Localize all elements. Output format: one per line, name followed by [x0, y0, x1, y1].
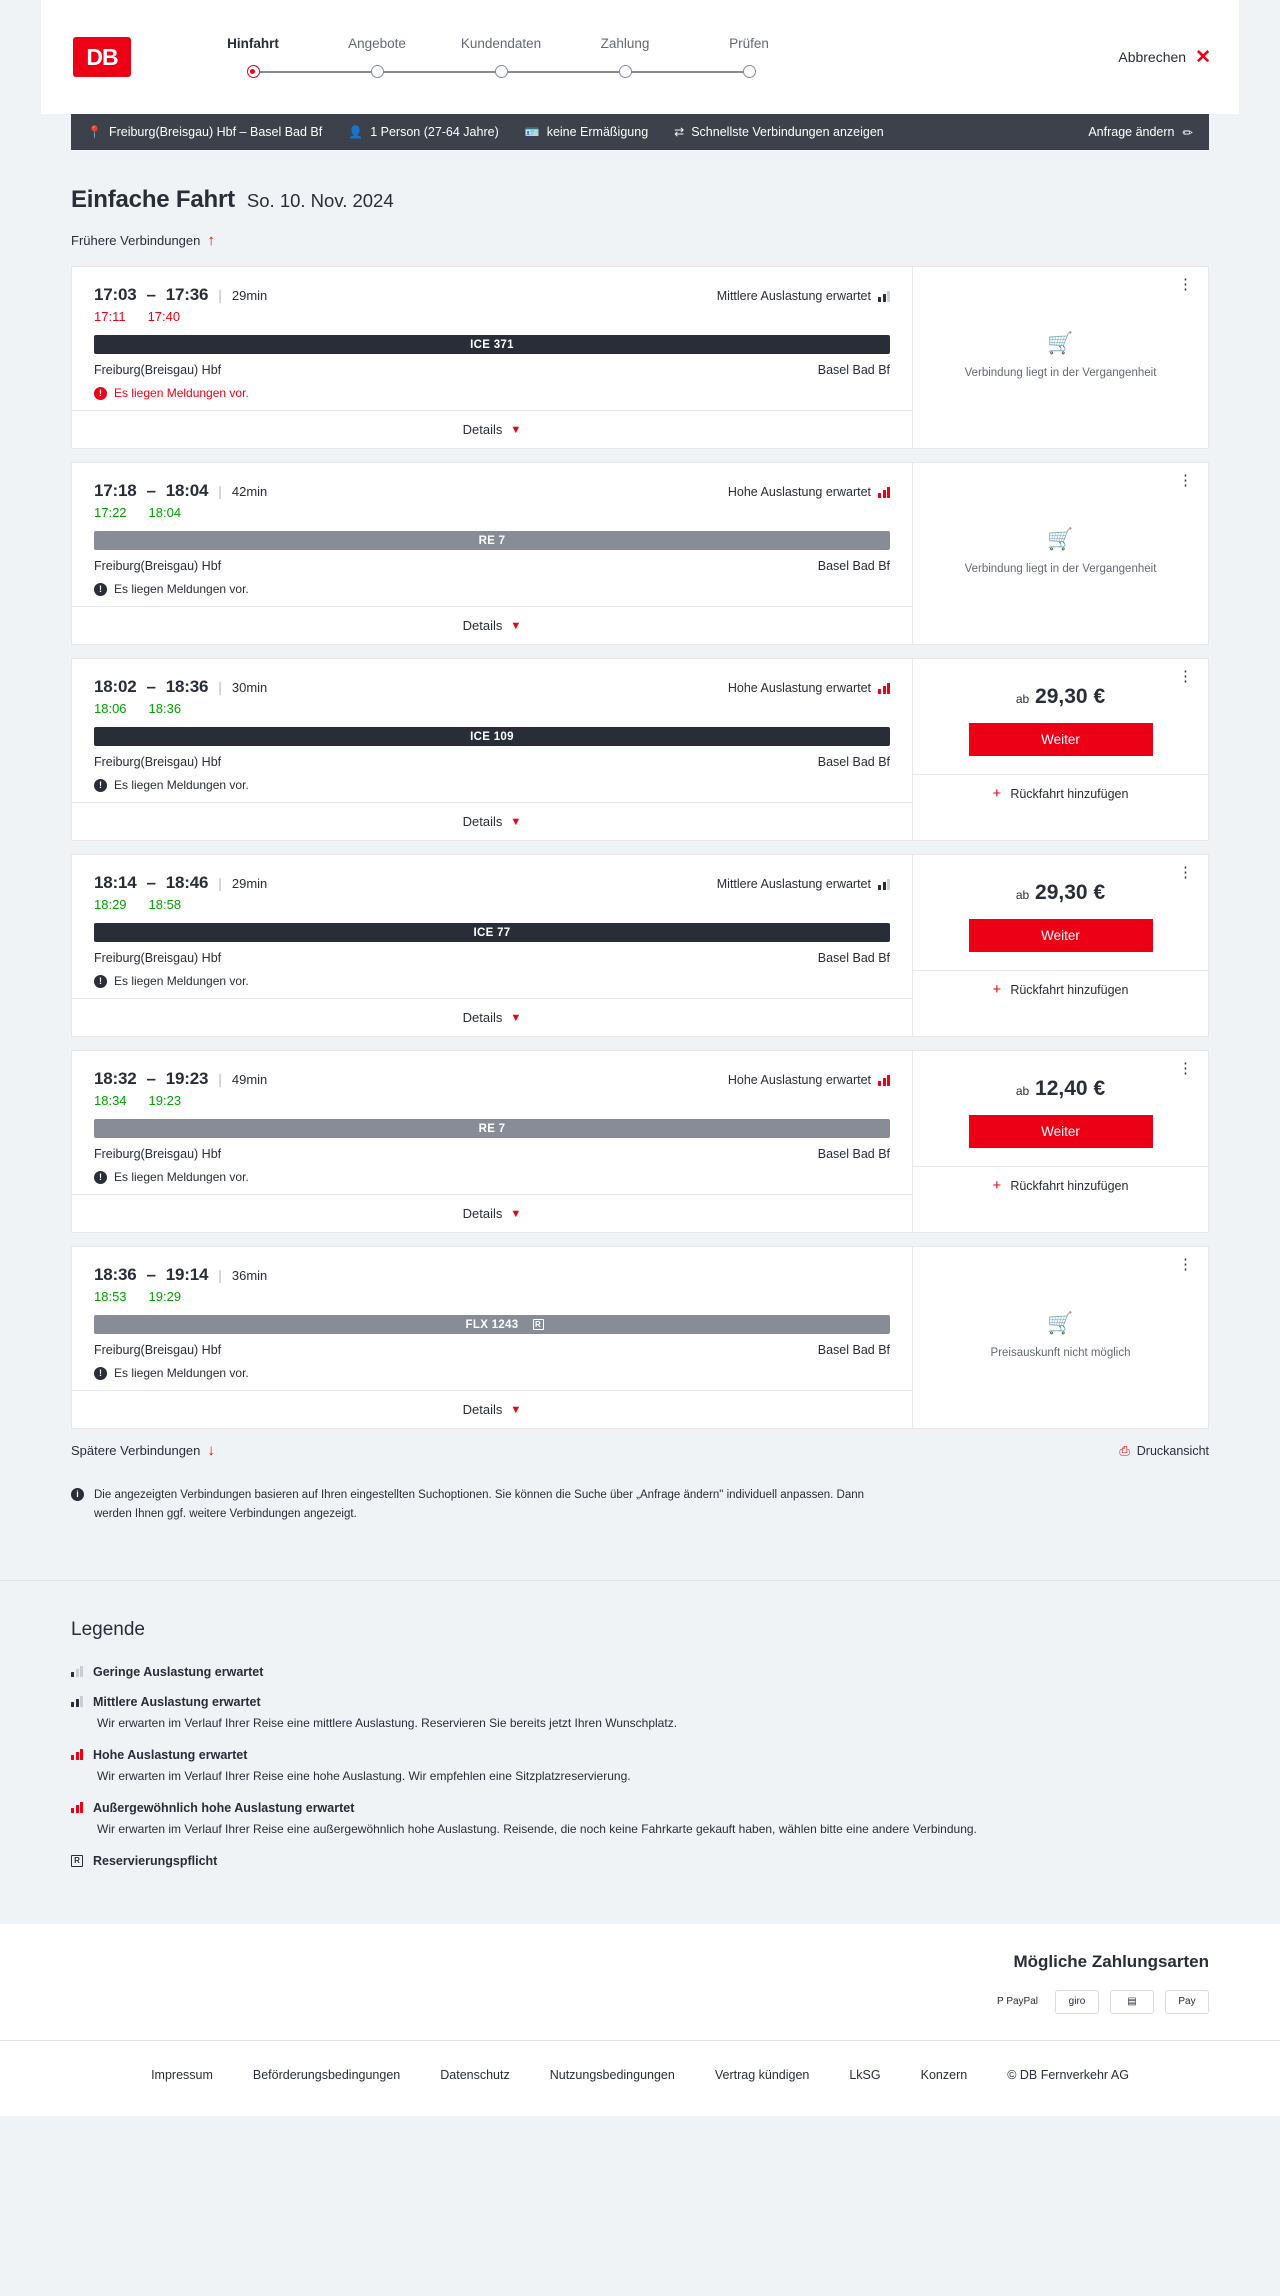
footer-link-nutzungsbedingungen[interactable]: Nutzungsbedingungen	[549, 2067, 675, 2082]
step-label: Angebote	[348, 36, 406, 51]
add-return-button[interactable]	[913, 774, 1208, 812]
separator: |	[218, 483, 222, 499]
details-toggle[interactable]	[72, 1194, 912, 1232]
utilization-label: Hohe Auslastung erwartet	[727, 681, 871, 695]
messages-row[interactable]	[94, 778, 890, 792]
destination-station: Basel Bad Bf	[817, 1343, 890, 1357]
more-options-icon[interactable]: ⋮	[1178, 1060, 1194, 1077]
price-prefix: ab	[1015, 1084, 1030, 1098]
earlier-connections-label: Frühere Verbindungen	[71, 233, 201, 248]
legend-item-desc: Wir erwarten im Verlauf Ihrer Reise eine hohe Auslastung. Wir empfehlen eine Sitzplatzreservierung.	[97, 1768, 631, 1783]
utilization-icon	[878, 1075, 890, 1086]
summary-discount-label: keine Ermäßigung	[546, 125, 649, 139]
duration-label: 29min	[231, 288, 268, 303]
card-icon: 🪪	[524, 125, 540, 139]
summary-passengers	[348, 125, 499, 139]
edit-search-label: Anfrage ändern	[1088, 125, 1175, 139]
origin-station: Freiburg(Breisgau) Hbf	[94, 755, 222, 769]
chevron-down-icon: ▼	[510, 1403, 522, 1416]
legend-item-label: Mittlere Auslastung erwartet	[93, 1694, 261, 1709]
payment-icon-paypal: P PayPal	[991, 1990, 1044, 2014]
details-label: Details	[462, 1206, 503, 1221]
summary-route	[87, 125, 322, 139]
payment-title: Mögliche Zahlungsarten	[1013, 1951, 1209, 1971]
time-dash: –	[146, 1265, 156, 1284]
duration-label: 30min	[231, 680, 268, 695]
details-toggle[interactable]	[72, 1390, 912, 1428]
duration-label: 36min	[231, 1268, 268, 1283]
realtime-departure: 18:29	[94, 897, 127, 912]
connection-details	[72, 1051, 912, 1232]
legend-item-label: Hohe Auslastung erwartet	[93, 1747, 248, 1762]
legend-item-desc: Wir erwarten im Verlauf Ihrer Reise eine außergewöhnlich hohe Auslastung. Reisende, die noch keine Fahrkarte gekauft haben, wählen bitte eine andere Verbindung.	[97, 1821, 977, 1836]
close-icon: ✕	[1195, 46, 1211, 68]
alert-icon: !	[94, 975, 107, 988]
legend-item-label: Geringe Auslastung erwartet	[93, 1664, 264, 1679]
search-summary-bar	[71, 114, 1209, 150]
departure-time: 18:14	[94, 873, 137, 892]
chevron-down-icon: ▼	[510, 1207, 522, 1220]
duration-label: 49min	[231, 1072, 268, 1087]
alert-icon: !	[94, 387, 107, 400]
realtime-departure: 17:11	[94, 309, 126, 324]
legend-item-desc: Wir erwarten im Verlauf Ihrer Reise eine mittlere Auslastung. Reservieren Sie bereits jetzt Ihren Wunschplatz.	[97, 1715, 678, 1730]
messages-label: Es liegen Meldungen vor.	[114, 386, 249, 400]
price-prefix: ab	[1015, 692, 1030, 706]
messages-row[interactable]	[94, 1170, 890, 1184]
search-note	[71, 1486, 871, 1580]
plus-icon: +	[992, 981, 1002, 998]
train-label: ICE 77	[473, 926, 511, 939]
connection-list	[71, 266, 1209, 1429]
destination-station: Basel Bad Bf	[817, 951, 890, 965]
legend-item	[71, 1695, 1209, 1732]
details-toggle[interactable]	[72, 606, 912, 644]
fastest-icon: ⇄	[674, 125, 685, 139]
page-title-date: So. 10. Nov. 2024	[246, 190, 394, 211]
departure-time: 17:18	[94, 481, 137, 500]
legend-section	[0, 1580, 1280, 1924]
realtime-times	[94, 309, 890, 324]
utilization-info	[717, 289, 890, 303]
earlier-connections-button[interactable]	[71, 232, 1209, 249]
later-connections-button[interactable]	[71, 1442, 215, 1459]
messages-row[interactable]	[94, 974, 890, 988]
edit-search-button[interactable]	[1088, 125, 1193, 140]
reservation-required-icon: R	[71, 1855, 83, 1867]
connection-details	[72, 1247, 912, 1428]
app-header	[41, 0, 1239, 114]
arrival-time: 19:23	[165, 1069, 209, 1088]
stations-row	[94, 559, 890, 573]
utilization-icon	[71, 1802, 83, 1813]
stations-row	[94, 1147, 890, 1161]
search-summary-wrap	[71, 114, 1209, 150]
connection-booking	[912, 659, 1208, 840]
time-dash: –	[146, 1069, 156, 1088]
connection-times	[94, 481, 890, 501]
legend-item	[71, 1665, 1209, 1679]
step-dot-icon	[247, 65, 260, 78]
messages-row[interactable]	[94, 1366, 890, 1380]
legend-item-label: Reservierungspflicht	[93, 1853, 218, 1868]
origin-station: Freiburg(Breisgau) Hbf	[94, 559, 222, 573]
origin-station: Freiburg(Breisgau) Hbf	[94, 1343, 222, 1357]
realtime-times	[94, 897, 890, 912]
reservation-required-icon: R	[533, 1319, 544, 1330]
connection-card	[71, 1246, 1209, 1429]
print-view-label: Druckansicht	[1136, 1443, 1209, 1458]
details-label: Details	[462, 1402, 503, 1417]
connection-details	[72, 463, 912, 644]
step-connector	[253, 71, 377, 73]
step-label: Hinfahrt	[227, 36, 279, 51]
utilization-info	[728, 681, 890, 695]
add-return-button[interactable]	[913, 1166, 1208, 1204]
utilization-label: Mittlere Auslastung erwartet	[716, 289, 871, 303]
chevron-down-icon: ▼	[510, 619, 522, 632]
utilization-label: Hohe Auslastung erwartet	[727, 1073, 871, 1087]
details-label: Details	[462, 814, 503, 829]
footer-link-datenschutz[interactable]: Datenschutz	[440, 2067, 510, 2082]
step-connector	[501, 71, 625, 73]
legend-item-head	[71, 1665, 1209, 1679]
unavailable-text: Verbindung liegt in der Vergangenheit	[964, 367, 1157, 380]
details-toggle[interactable]	[72, 802, 912, 840]
connection-booking	[912, 1051, 1208, 1232]
departure-time: 18:32	[94, 1069, 137, 1088]
departure-time: 18:02	[94, 677, 137, 696]
more-options-icon[interactable]: ⋮	[1178, 276, 1194, 293]
step-label: Prüfen	[729, 36, 769, 51]
messages-row[interactable]	[94, 582, 890, 596]
messages-label: Es liegen Meldungen vor.	[114, 974, 249, 988]
footer-link-impressum[interactable]: Impressum	[151, 2067, 213, 2082]
footer-links	[71, 2068, 1209, 2082]
step-indicator	[191, 65, 315, 78]
departure-time: 17:03	[94, 285, 137, 304]
payment-method-icons	[71, 1990, 1209, 2014]
utilization-info	[717, 877, 890, 891]
checkout-stepper	[191, 36, 811, 78]
pencil-icon: ✏	[1182, 125, 1193, 140]
payment-section	[0, 1924, 1280, 2040]
utilization-icon	[878, 487, 890, 498]
unavailable-box	[945, 267, 1177, 448]
stations-row	[94, 363, 890, 377]
connection-card	[71, 658, 1209, 841]
origin-station: Freiburg(Breisgau) Hbf	[94, 951, 222, 965]
legend-item-label: Außergewöhnlich hohe Auslastung erwartet	[93, 1800, 355, 1815]
utilization-icon	[71, 1696, 83, 1707]
utilization-icon	[878, 879, 890, 890]
utilization-icon	[878, 683, 890, 694]
destination-station: Basel Bad Bf	[817, 559, 890, 573]
train-bar[interactable]	[94, 1119, 890, 1138]
details-toggle[interactable]	[72, 998, 912, 1036]
connection-details	[72, 855, 912, 1036]
connection-times	[94, 285, 890, 305]
arrival-time: 18:04	[165, 481, 209, 500]
payment-icon-giropay: giro	[1055, 1990, 1099, 2014]
train-label: ICE 371	[470, 338, 514, 351]
step-connector	[377, 71, 501, 73]
more-options-icon[interactable]: ⋮	[1178, 668, 1194, 685]
separator: |	[218, 1267, 222, 1283]
legend	[71, 1619, 1209, 1868]
price-box	[913, 1051, 1208, 1148]
footer-copyright: © DB Fernverkehr AG	[1007, 2067, 1129, 2082]
arrival-time: 17:36	[165, 285, 209, 304]
connection-times	[94, 1069, 890, 1089]
messages-label: Es liegen Meldungen vor.	[114, 778, 249, 792]
summary-option	[674, 125, 884, 139]
alert-icon: !	[94, 1367, 107, 1380]
details-toggle[interactable]	[72, 410, 912, 448]
continue-button[interactable]: Weiter	[969, 1115, 1153, 1148]
cancel-button[interactable]	[1118, 48, 1211, 67]
print-view-button[interactable]	[1119, 1443, 1209, 1459]
train-bar[interactable]	[94, 335, 890, 354]
legend-item	[71, 1748, 1209, 1785]
details-label: Details	[462, 618, 503, 633]
realtime-arrival: 18:58	[148, 897, 182, 912]
connection-booking	[912, 855, 1208, 1036]
time-dash: –	[146, 873, 156, 892]
summary-discount	[525, 125, 648, 139]
time-dash: –	[146, 481, 156, 500]
realtime-arrival: 18:04	[148, 505, 182, 520]
location-pin-icon: 📍	[87, 125, 102, 139]
unavailable-text: Preisauskunft nicht möglich	[990, 1347, 1131, 1360]
realtime-departure: 18:06	[94, 701, 127, 716]
add-return-label: Rückfahrt hinzufügen	[1010, 982, 1129, 997]
page-title-row	[71, 186, 1209, 214]
connection-card	[71, 266, 1209, 449]
payment-icon-rechnung: ▤	[1110, 1990, 1154, 2014]
departure-time: 18:36	[94, 1265, 137, 1284]
cancel-label: Abbrechen	[1118, 49, 1187, 65]
utilization-icon	[878, 291, 890, 302]
footer-link-lksg[interactable]: LkSG	[849, 2067, 881, 2082]
legend-item-head	[71, 1801, 1209, 1815]
origin-station: Freiburg(Breisgau) Hbf	[94, 363, 222, 377]
footer-link-vertrag-kündigen[interactable]: Vertrag kündigen	[714, 2067, 810, 2082]
chevron-down-icon: ▼	[510, 815, 522, 828]
printer-icon: ⎙	[1119, 1442, 1130, 1458]
train-label: RE 7	[478, 534, 506, 547]
connection-booking	[912, 267, 1208, 448]
price-box	[913, 659, 1208, 756]
connection-times	[94, 1265, 890, 1285]
step-label: Kundendaten	[460, 36, 542, 51]
realtime-arrival: 18:36	[148, 701, 182, 716]
connection-card	[71, 1050, 1209, 1233]
time-dash: –	[146, 285, 156, 304]
arrival-time: 18:46	[165, 873, 209, 892]
list-footer-row	[71, 1442, 1209, 1459]
realtime-departure: 18:53	[94, 1289, 127, 1304]
separator: |	[218, 679, 222, 695]
realtime-arrival: 19:29	[148, 1289, 182, 1304]
summary-passengers-label: 1 Person (27-64 Jahre)	[370, 125, 499, 139]
legend-item-head	[71, 1748, 1209, 1762]
realtime-arrival: 19:23	[148, 1093, 182, 1108]
chevron-down-icon: ▼	[510, 423, 522, 436]
connection-details	[72, 267, 912, 448]
summary-route-label: Freiburg(Breisgau) Hbf – Basel Bad Bf	[108, 125, 323, 139]
connection-card	[71, 854, 1209, 1037]
messages-label: Es liegen Meldungen vor.	[114, 1366, 249, 1380]
stations-row	[94, 755, 890, 769]
legend-item	[71, 1854, 1209, 1868]
utilization-label: Mittlere Auslastung erwartet	[716, 877, 871, 891]
connection-times	[94, 677, 890, 697]
price-prefix: ab	[1015, 888, 1030, 902]
unavailable-text: Verbindung liegt in der Vergangenheit	[964, 563, 1157, 576]
connection-times	[94, 873, 890, 893]
arrival-time: 18:36	[165, 677, 209, 696]
add-return-label: Rückfahrt hinzufügen	[1010, 1178, 1129, 1193]
legend-item	[71, 1801, 1209, 1838]
utilization-info	[728, 1073, 890, 1087]
messages-label: Es liegen Meldungen vor.	[114, 1170, 249, 1184]
shopping-cart-icon: 🛒	[1047, 528, 1074, 552]
train-label: ICE 109	[470, 730, 514, 743]
arrival-time: 19:14	[165, 1265, 209, 1284]
footer-link-beförderungsbedingungen[interactable]: Beförderungsbedingungen	[252, 2067, 401, 2082]
details-label: Details	[462, 422, 503, 437]
summary-option-label: Schnellste Verbindungen anzeigen	[691, 125, 884, 139]
main-content	[71, 150, 1209, 1580]
price-label: ab 29,30 €	[1015, 685, 1106, 708]
plus-icon: +	[992, 1177, 1002, 1194]
step-dot-icon	[371, 65, 384, 78]
footer-link-konzern[interactable]: Konzern	[920, 2067, 968, 2082]
step-hinfahrt[interactable]	[191, 36, 315, 78]
duration-label: 42min	[231, 484, 268, 499]
footer-section	[0, 2040, 1280, 2116]
separator: |	[218, 287, 222, 303]
realtime-times	[94, 1289, 890, 1304]
unavailable-box	[971, 1247, 1151, 1428]
details-label: Details	[462, 1010, 503, 1025]
stations-row	[94, 951, 890, 965]
step-dot-icon	[619, 65, 632, 78]
db-logo: DB	[73, 37, 131, 77]
continue-button[interactable]: Weiter	[969, 919, 1153, 952]
price-label: ab 29,30 €	[1015, 881, 1106, 904]
add-return-label: Rückfahrt hinzufügen	[1010, 786, 1129, 801]
step-dot-icon	[495, 65, 508, 78]
price-box	[913, 855, 1208, 952]
add-return-button[interactable]	[913, 970, 1208, 1008]
stations-row	[94, 1343, 890, 1357]
train-bar[interactable]	[94, 531, 890, 550]
connection-card	[71, 462, 1209, 645]
shopping-cart-icon: 🛒	[1047, 332, 1074, 356]
utilization-icon	[71, 1749, 83, 1760]
destination-station: Basel Bad Bf	[817, 1147, 890, 1161]
utilization-icon	[71, 1666, 83, 1677]
legend-item-head	[71, 1854, 1209, 1868]
step-connector	[625, 71, 749, 73]
plus-icon: +	[992, 785, 1002, 802]
unavailable-box	[945, 463, 1177, 644]
realtime-times	[94, 701, 890, 716]
train-bar[interactable]	[94, 923, 890, 942]
utilization-info	[728, 485, 890, 499]
connection-booking	[912, 463, 1208, 644]
payment-icon-apple-pay: Pay	[1165, 1990, 1209, 2014]
person-icon: 👤	[348, 125, 364, 139]
legend-items	[71, 1665, 1209, 1868]
messages-label: Es liegen Meldungen vor.	[114, 582, 249, 596]
duration-label: 29min	[231, 876, 268, 891]
info-icon: i	[71, 1488, 84, 1501]
train-label: RE 7	[478, 1122, 506, 1135]
arrow-up-icon: ↑	[207, 232, 215, 249]
destination-station: Basel Bad Bf	[817, 363, 890, 377]
more-options-icon[interactable]: ⋮	[1178, 864, 1194, 881]
utilization-label: Hohe Auslastung erwartet	[727, 485, 871, 499]
train-bar[interactable]	[94, 1315, 890, 1334]
realtime-arrival: 17:40	[147, 309, 181, 324]
payment	[71, 1952, 1209, 2014]
later-connections-label: Spätere Verbindungen	[71, 1443, 201, 1458]
train-label: FLX 1243	[465, 1318, 519, 1331]
messages-row[interactable]	[94, 386, 890, 400]
shopping-cart-icon: 🛒	[1047, 1312, 1074, 1336]
search-note-text: Die angezeigten Verbindungen basieren auf Ihren eingestellten Suchoptionen. Sie können die Suche über „Anfrage ändern" individuell anpassen. Dann werden Ihnen ggf. weitere Verbindungen angezeigt.	[94, 1489, 865, 1520]
realtime-departure: 17:22	[94, 505, 127, 520]
separator: |	[218, 1071, 222, 1087]
arrow-down-icon: ↓	[207, 1442, 215, 1459]
connection-details	[72, 659, 912, 840]
step-dot-icon	[743, 65, 756, 78]
more-options-icon[interactable]: ⋮	[1178, 1256, 1194, 1273]
legend-item-head	[71, 1695, 1209, 1709]
separator: |	[218, 875, 222, 891]
price-label: ab 12,40 €	[1015, 1077, 1106, 1100]
realtime-times	[94, 505, 890, 520]
alert-icon: !	[94, 1171, 107, 1184]
connection-booking	[912, 1247, 1208, 1428]
time-dash: –	[146, 677, 156, 696]
origin-station: Freiburg(Breisgau) Hbf	[94, 1147, 222, 1161]
continue-button[interactable]: Weiter	[969, 723, 1153, 756]
page-title: Einfache Fahrt	[71, 186, 235, 213]
alert-icon: !	[94, 779, 107, 792]
chevron-down-icon: ▼	[510, 1011, 522, 1024]
alert-icon: !	[94, 583, 107, 596]
more-options-icon[interactable]: ⋮	[1178, 472, 1194, 489]
realtime-times	[94, 1093, 890, 1108]
step-label: Zahlung	[600, 36, 650, 51]
destination-station: Basel Bad Bf	[817, 755, 890, 769]
train-bar[interactable]	[94, 727, 890, 746]
legend-title: Legende	[71, 1618, 145, 1640]
realtime-departure: 18:34	[94, 1093, 127, 1108]
